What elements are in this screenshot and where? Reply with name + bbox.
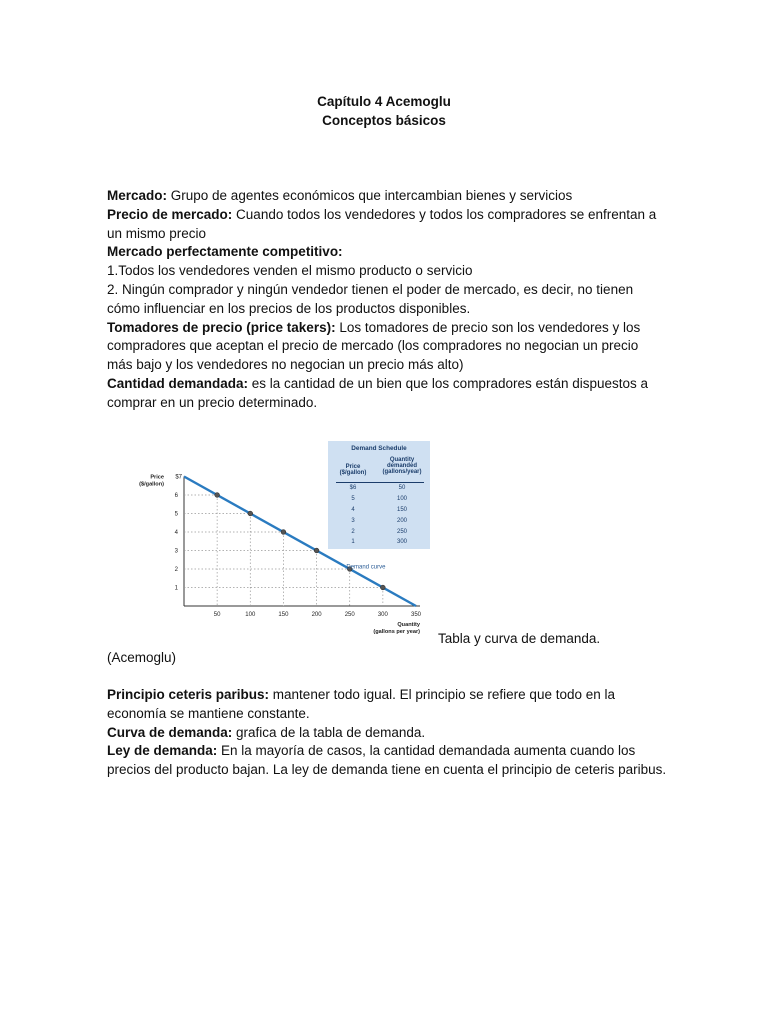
document-subtitle: Conceptos básicos: [322, 113, 446, 128]
x-tick-label: 200: [311, 612, 322, 618]
quantity-cell: 300: [396, 539, 407, 545]
x-tick-label: 50: [213, 612, 221, 618]
quantity-cell: 250: [396, 529, 407, 535]
y-tick-label-top: $7: [175, 474, 182, 481]
definition-precio-de-mercado: [107, 206, 667, 244]
definition-text: En la mayoría de casos, la cantidad demandada aumenta cuando los precios del producto bajan. La ley de demanda tiene en cuenta el principio de ceteris paribus.: [107, 743, 667, 778]
data-point: [248, 511, 253, 516]
after-block: [107, 686, 667, 780]
y-axis-label: Price: [150, 474, 164, 481]
definitions-block: [107, 187, 667, 413]
definition-text: Grupo de agentes económicos que intercambian bienes y servicios: [167, 188, 573, 203]
term: Precio de mercado:: [107, 206, 233, 222]
y-tick-label: 2: [174, 567, 178, 573]
y-axis-label-unit: ($/gallon): [139, 481, 164, 488]
quantity-cell: 100: [396, 496, 407, 502]
definition-mercado: [107, 187, 667, 206]
x-tick-label: 250: [344, 612, 355, 618]
data-point: [281, 530, 286, 535]
price-cell: 1: [351, 539, 355, 545]
list-item-2: [107, 281, 667, 319]
quantity-cell: 150: [396, 507, 407, 513]
x-tick-label: 300: [377, 612, 388, 618]
term: Mercado perfectamente competitivo:: [107, 244, 343, 260]
definition-curva-de-demanda: [107, 724, 667, 743]
quantity-cell: 50: [398, 485, 406, 491]
definition-ceteris-paribus: [107, 686, 667, 724]
data-point: [380, 585, 385, 590]
y-tick-label: 1: [174, 585, 178, 592]
definition-text: es la cantidad de un bien que los compradores están dispuestos a comprar en un precio determinado.: [107, 375, 649, 410]
list-item-1: [107, 262, 667, 281]
price-cell: 3: [351, 518, 355, 524]
definition-text: grafica de la tabla de demanda.: [232, 724, 426, 740]
definition-text: mantener todo igual. El principio se refiere que todo en la economía se mantiene constante.: [107, 687, 616, 721]
x-axis-label-unit: (gallons per year): [373, 629, 420, 635]
figure-credit: (Acemoglu): [107, 650, 177, 665]
schedule-title: Demand Schedule: [351, 445, 407, 452]
definition-text: Cuando todos los vendedores y todos los compradores se enfrentan a un mismo precio: [107, 206, 657, 241]
x-tick-label: 350: [410, 612, 422, 618]
list-item-text: 2. Ningún comprador y ningún vendedor tienen el poder de mercado, es decir, no tienen cómo influenciar en los precios de los productos disponibles.: [107, 281, 634, 316]
price-cell: 5: [351, 496, 355, 502]
quantity-cell: 200: [396, 518, 407, 524]
term: Tomadores de precio (price takers):: [107, 319, 336, 335]
definition-cantidad-demandada: [107, 375, 667, 413]
x-tick-label: 150: [278, 612, 289, 618]
definition-mercado-competitivo: [107, 243, 667, 262]
y-tick-label: 5: [174, 511, 178, 518]
x-tick-label: 100: [245, 612, 256, 618]
y-tick-label: 3: [174, 548, 178, 555]
quantity-header-line3: (gallons/year): [382, 469, 422, 475]
data-point: [314, 548, 319, 553]
demand-curve-chart: [104, 470, 434, 640]
price-cell: 2: [351, 529, 355, 535]
price-header-line2: ($/gallon): [339, 470, 367, 476]
term: Principio ceteris paribus:: [107, 687, 270, 702]
term: Curva de demanda:: [107, 724, 233, 740]
x-axis-label: Quantity: [397, 622, 420, 628]
term: Ley de demanda:: [107, 743, 218, 759]
definition-price-takers: [107, 319, 667, 375]
definition-ley-de-demanda: [107, 742, 667, 780]
term: Cantidad demandada:: [107, 375, 249, 391]
quantity-header-line2: demanded: [386, 463, 417, 469]
price-cell: $6: [349, 485, 357, 491]
figure-caption: Tabla y curva de demanda.: [438, 631, 601, 646]
y-tick-label: 6: [174, 493, 178, 499]
quantity-header-line1: Quantity: [389, 457, 415, 463]
list-item-text: 1.Todos los vendedores venden el mismo producto o servicio: [107, 263, 473, 279]
definition-text: Los tomadores de precio son los vendedores y los compradores que aceptan el precio de mercado (los compradores no negocian un precio más bajo y los vendedores no negocian un precio más alto): [107, 319, 641, 373]
price-header-line1: Price: [345, 464, 361, 470]
price-cell: 4: [351, 507, 355, 513]
demand-curve-label: Demand curve: [346, 564, 386, 571]
data-point: [215, 493, 220, 498]
y-tick-label: 4: [174, 530, 178, 536]
term: Mercado:: [107, 188, 168, 203]
document-title: Capítulo 4 Acemoglu: [317, 94, 451, 109]
